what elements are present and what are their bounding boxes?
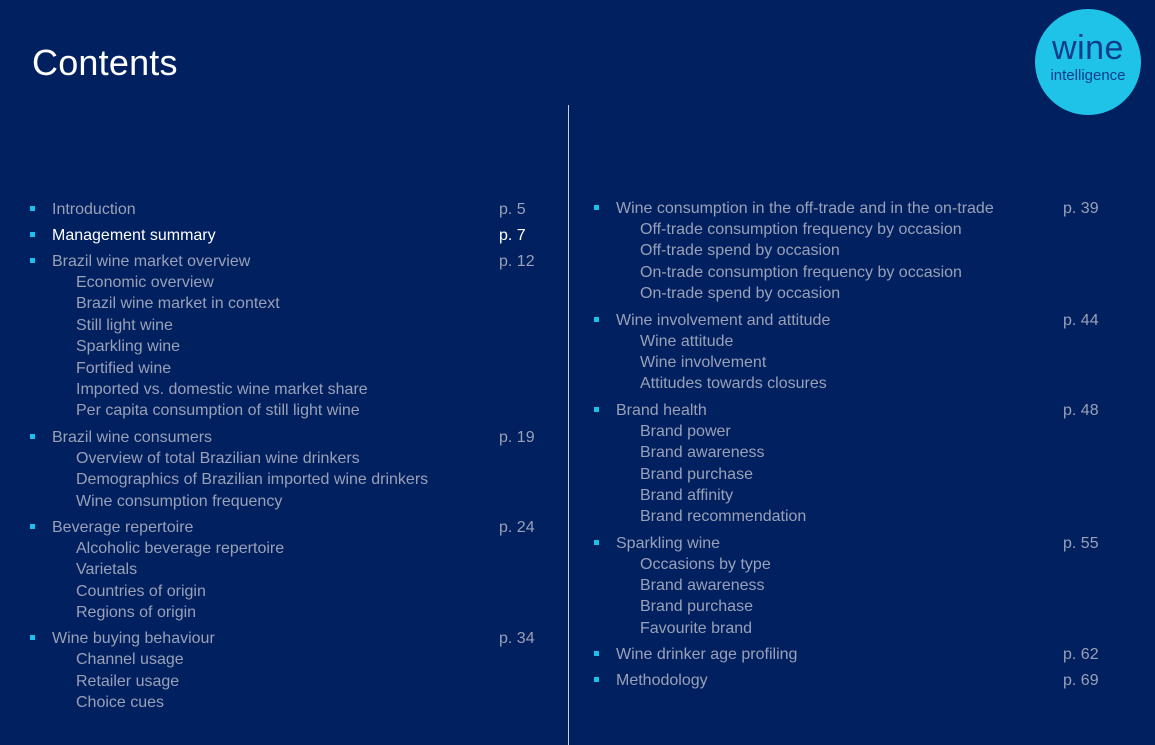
subsection-item[interactable]: On-trade consumption frequency by occasion	[640, 263, 962, 281]
page-number: p. 55	[1063, 534, 1099, 552]
section-heading[interactable]	[594, 644, 1114, 665]
bullet-icon	[594, 317, 599, 322]
section-heading[interactable]	[594, 533, 1114, 554]
subsection-item[interactable]: Per capita consumption of still light wine	[76, 402, 360, 420]
page-number: p. 12	[499, 253, 535, 270]
section-title: Wine consumption in the off-trade and in the on-trade	[616, 200, 994, 217]
logo-line-2: intelligence	[1050, 67, 1126, 84]
logo-line-1: wine	[1052, 29, 1124, 67]
bullet-icon	[30, 258, 35, 263]
bullet-icon	[594, 407, 599, 412]
page-number: p. 24	[499, 518, 535, 536]
contents-section	[30, 225, 550, 246]
bullet-icon	[594, 651, 599, 656]
subsection-item[interactable]: Brand awareness	[640, 444, 765, 462]
section-title: Introduction	[52, 201, 136, 218]
subsection-item[interactable]: Varietals	[76, 561, 138, 579]
subsection-item[interactable]: Brand power	[640, 422, 731, 440]
section-title: Sparkling wine	[616, 534, 721, 552]
subsection-item[interactable]: Off-trade spend by occasion	[640, 242, 840, 260]
page-title: Contents	[32, 42, 178, 83]
page-number: p. 69	[1063, 672, 1099, 690]
subsection-item[interactable]: Wine attitude	[640, 332, 734, 350]
subsection-item[interactable]: Brand awareness	[640, 577, 765, 595]
section-heading[interactable]	[30, 628, 550, 649]
section-heading[interactable]	[30, 199, 550, 220]
subsection-item[interactable]: Regions of origin	[76, 604, 197, 622]
subsection-item[interactable]: Brand recommendation	[640, 508, 807, 526]
subsection-item[interactable]: Imported vs. domestic wine market share	[76, 380, 368, 398]
contents-section	[594, 400, 1114, 528]
subsection-item[interactable]: Wine involvement	[640, 353, 767, 371]
section-title: Wine buying behaviour	[52, 630, 215, 648]
subsection-item[interactable]: Brand purchase	[640, 598, 753, 616]
bullet-icon	[594, 205, 599, 210]
subsection-item[interactable]: Choice cues	[76, 694, 165, 712]
contents-left-column	[30, 199, 550, 714]
page-number: p. 19	[499, 428, 535, 446]
section-title: Methodology	[616, 672, 708, 690]
section-title: Wine drinker age profiling	[616, 646, 798, 664]
page-number: p. 7	[499, 227, 526, 244]
subsection-item[interactable]: Off-trade consumption frequency by occasion	[640, 221, 962, 238]
contents-right-column	[594, 198, 1114, 691]
subsection-item[interactable]: Still light wine	[76, 316, 173, 334]
section-title: Management summary	[52, 227, 216, 244]
section-title: Brazil wine market overview	[52, 253, 251, 270]
section-title: Brand health	[616, 401, 707, 419]
page-number: p. 44	[1063, 311, 1099, 329]
subsection-item[interactable]: Attitudes towards closures	[640, 375, 827, 393]
contents-section	[594, 198, 1114, 305]
bullet-icon	[30, 206, 35, 211]
page-number: p. 5	[499, 201, 526, 218]
page-number: p. 62	[1063, 646, 1099, 664]
subsection-item[interactable]: Favourite brand	[640, 619, 753, 637]
section-heading[interactable]	[30, 517, 550, 538]
subsection-item[interactable]: Economic overview	[76, 274, 214, 291]
section-heading[interactable]	[594, 310, 1114, 331]
section-heading[interactable]	[30, 251, 550, 272]
subsection-item[interactable]: Retailer usage	[76, 672, 180, 690]
contents-section	[30, 199, 550, 220]
contents-section	[30, 427, 550, 512]
subsection-item[interactable]: Demographics of Brazilian imported wine drinkers	[76, 471, 429, 489]
subsection-item[interactable]: Countries of origin	[76, 582, 206, 600]
page-number: p. 48	[1063, 401, 1099, 419]
section-heading[interactable]	[594, 670, 1114, 691]
contents-section	[594, 310, 1114, 395]
section-heading[interactable]	[30, 427, 550, 448]
subsection-item[interactable]: Sparkling wine	[76, 338, 181, 356]
subsection-item[interactable]: Wine consumption frequency	[76, 492, 283, 510]
bullet-icon	[30, 232, 35, 237]
subsection-item[interactable]: On-trade spend by occasion	[640, 285, 841, 303]
contents-section	[30, 517, 550, 624]
subsection-item[interactable]: Brazil wine market in context	[76, 295, 280, 313]
subsection-item[interactable]: Fortified wine	[76, 359, 172, 377]
contents-section	[594, 533, 1114, 640]
subsection-item[interactable]: Channel usage	[76, 651, 184, 669]
page-number: p. 39	[1063, 200, 1099, 217]
section-title: Wine involvement and attitude	[616, 311, 831, 329]
section-title: Brazil wine consumers	[52, 428, 213, 446]
section-heading[interactable]	[594, 400, 1114, 421]
subsection-item[interactable]: Alcoholic beverage repertoire	[76, 539, 285, 557]
contents-section	[594, 670, 1114, 691]
bullet-icon	[30, 635, 35, 640]
page-number: p. 34	[499, 630, 535, 648]
subsection-item[interactable]: Overview of total Brazilian wine drinkers	[76, 449, 360, 467]
section-heading[interactable]	[30, 225, 550, 246]
bullet-icon	[30, 524, 35, 529]
subsection-item[interactable]: Brand purchase	[640, 465, 753, 483]
contents-section	[30, 628, 550, 713]
bullet-icon	[30, 434, 35, 439]
bullet-icon	[594, 540, 599, 545]
subsection-item[interactable]: Occasions by type	[640, 555, 771, 573]
contents-section	[30, 251, 550, 422]
section-heading[interactable]	[594, 198, 1114, 219]
section-title: Beverage repertoire	[52, 518, 194, 536]
bullet-icon	[594, 677, 599, 682]
wine-intelligence-logo	[1035, 9, 1141, 115]
column-divider	[568, 105, 569, 745]
subsection-item[interactable]: Brand affinity	[640, 486, 734, 504]
contents-section	[594, 644, 1114, 665]
